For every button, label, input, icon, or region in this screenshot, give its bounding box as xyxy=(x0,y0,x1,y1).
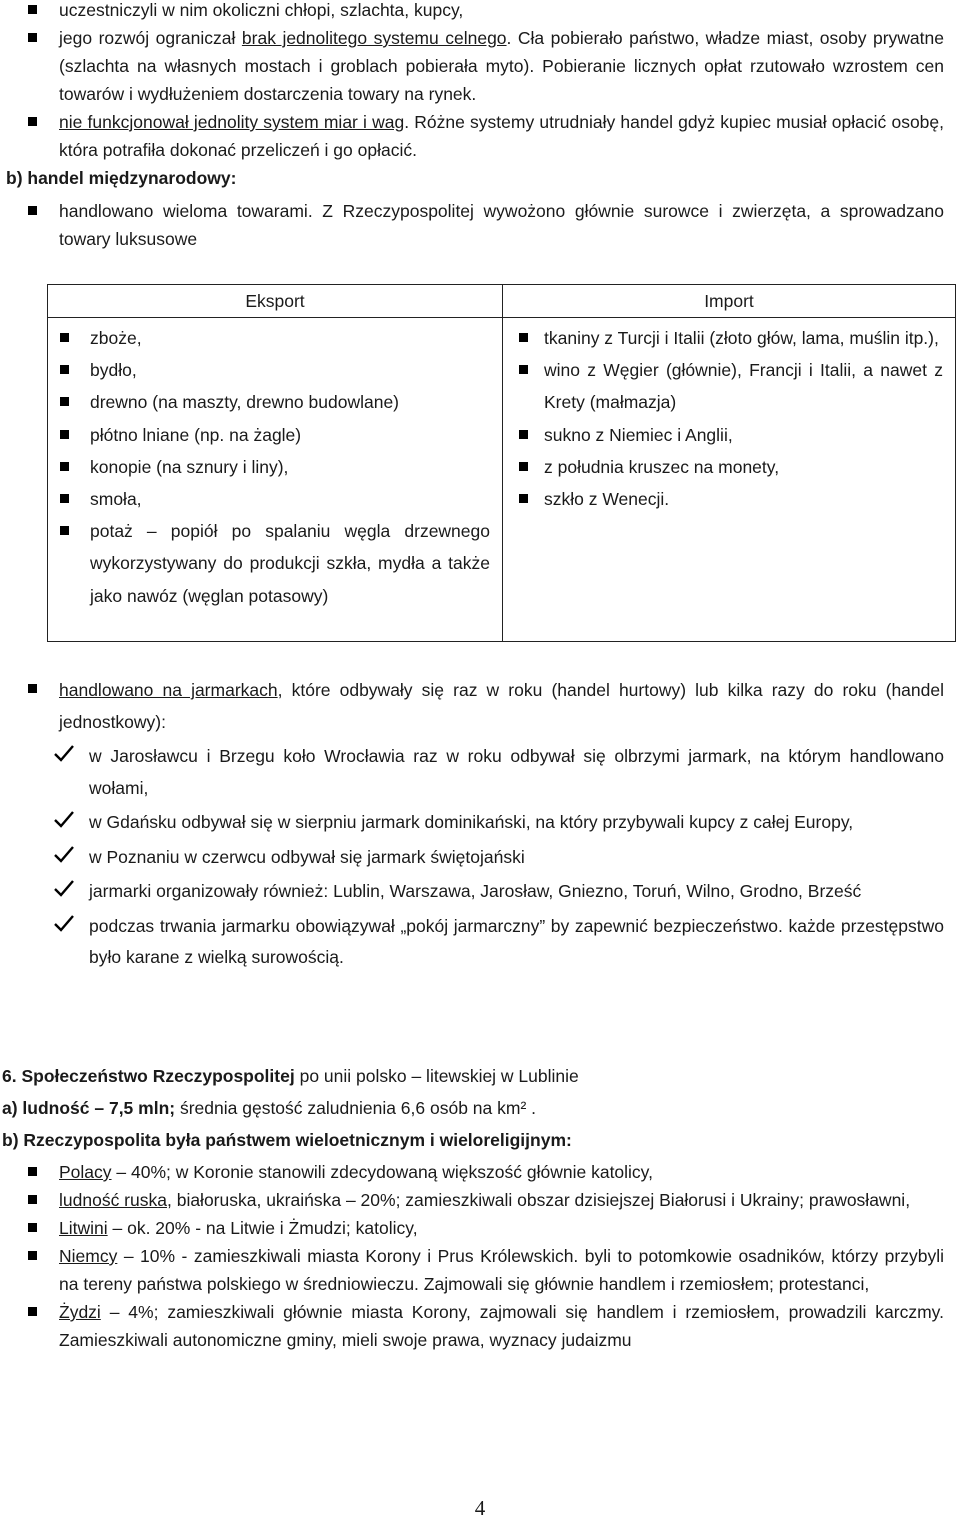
customs-text-rest: . Cła pobierało państwo, władze miast, osoby prywatne (szlachta na własnych mostach i groblach pobierała myto). Pobieranie licznych opłat rzutowało wzrostem cen towarów i wydłużeniem dostarczenia towary na rynek. xyxy=(59,28,944,104)
section-b-heading: b) handel międzynarodowy: xyxy=(6,168,237,188)
group-item: Niemcy – 10% - zamieszkiwali miasta Korony i Prus Królewskich. byli to potomkowie osadników, którzy przybyli na tereny państwa polskiego w średniowieczu. Zajmowali się głównie handlem i rzemiosłem; protestanci, xyxy=(0,1242,960,1298)
bullet-measures xyxy=(0,108,960,164)
group-item: Litwini – ok. 20% - na Litwie i Żmudzi; katolicy, xyxy=(0,1214,960,1242)
export-cell xyxy=(48,318,503,642)
population-line: a) ludność – 7,5 mln; średnia gęstość zaludnienia 6,6 osób na km² . xyxy=(2,1098,537,1118)
import-item: szkło z Wenecji. xyxy=(515,483,943,515)
export-item: zboże, xyxy=(60,322,490,354)
bullet-customs xyxy=(0,24,960,108)
import-item: wino z Węgier (głównie), Francji i Italii, a nawet z Krety (małmazja) xyxy=(515,354,943,418)
import-item: sukno z Niemiec i Anglii, xyxy=(515,419,943,451)
fairs-underlined: handlowano na jarmarkach xyxy=(59,680,278,700)
export-item: bydło, xyxy=(60,354,490,386)
fairs-section xyxy=(0,675,960,974)
import-item: z południa kruszec na monety, xyxy=(515,451,943,483)
bullet-fairs xyxy=(0,675,960,738)
fair-item: podczas trwania jarmarku obowiązywał „pokój jarmarczny” by zapewnić bezpieczeństwo. każde przestępstwo było karane z wielką surowością. xyxy=(0,911,960,974)
import-header: Import xyxy=(503,285,956,318)
measures-underlined: nie funkcjonował jednolity system miar i wag xyxy=(59,112,405,132)
fair-item: w Jarosławcu i Brzegu koło Wrocławia raz w roku odbywał się olbrzymi jarmark, na którym handlowano wołami, xyxy=(0,741,960,804)
multiethnic-heading: b) Rzeczypospolita była państwem wieloetnicznym i wieloreligijnym: xyxy=(2,1130,572,1150)
export-item: płótno lniane (np. na żagle) xyxy=(60,419,490,451)
export-item: potaż – popiół po spalaniu węgla drzewnego wykorzystywany do produkcji szkła, mydła a także jako nawóz (węglan potasowy) xyxy=(60,515,490,612)
group-item: Polacy – 40%; w Koronie stanowili zdecydowaną większość głównie katolicy, xyxy=(0,1158,960,1186)
bullet-goods: handlowano wieloma towarami. Z Rzeczypospolitej wywożono głównie surowce i zwierzęta, a sprowadzano towary luksusowe xyxy=(0,197,960,253)
export-item: konopie (na sznury i liny), xyxy=(60,451,490,483)
export-header: Eksport xyxy=(48,285,503,318)
customs-underlined: brak jednolitego systemu celnego xyxy=(241,28,507,48)
society-section xyxy=(0,1062,960,1354)
fair-item: jarmarki organizowały również: Lublin, Warszawa, Jarosław, Gniezno, Toruń, Wilno, Grodno, Brześć xyxy=(0,876,960,908)
fairs-text: , które odbywały się raz w roku (handel hurtowy) lub kilka razy do roku (handel jednostkowy): xyxy=(59,680,944,732)
export-item: drewno (na maszty, drewno budowlane) xyxy=(60,386,490,418)
checkmark-icon xyxy=(53,877,75,899)
page-number: 4 xyxy=(474,1496,486,1520)
bullet-participants: uczestniczyli w nim okoliczni chłopi, szlachta, kupcy, xyxy=(0,0,960,24)
checkmark-icon xyxy=(53,843,75,865)
checkmark-icon xyxy=(53,808,75,830)
society-heading: 6. Społeczeństwo Rzeczypospolitej po unii polsko – litewskiej w Lublinie xyxy=(2,1066,579,1086)
group-item: ludność ruska, białoruska, ukraińska – 20%; zamieszkiwali obszar dzisiejszej Białorusi i Ukrainy; prawosławni, xyxy=(0,1186,960,1214)
fair-item: w Gdańsku odbywał się w sierpniu jarmark dominikański, na który przybywali kupcy z całej Europy, xyxy=(0,807,960,839)
top-section xyxy=(0,0,960,253)
customs-text: jego rozwój ograniczał xyxy=(59,28,242,48)
import-item: tkaniny z Turcji i Italii (złoto głów, lama, muślin itp.), xyxy=(515,322,943,354)
export-item: smoła, xyxy=(60,483,490,515)
checkmark-icon xyxy=(53,742,75,764)
checkmark-icon xyxy=(53,912,75,934)
measures-text: . Różne systemy utrudniały handel gdyż kupiec musiał opłacić osobę, która potrafiła dokonać przeliczeń i go opłacić. xyxy=(59,112,945,160)
group-item: Żydzi – 4%; zamieszkiwali głównie miasta Korony, zajmowali się handlem i rzemiosłem, prowadzili karczmy. Zamieszkiwali autonomiczne gminy, mieli swoje prawa, wyznacy judaizmu xyxy=(0,1298,960,1354)
import-cell xyxy=(503,318,956,642)
trade-table xyxy=(47,284,956,642)
fair-item: w Poznaniu w czerwcu odbywał się jarmark świętojański xyxy=(0,842,960,874)
